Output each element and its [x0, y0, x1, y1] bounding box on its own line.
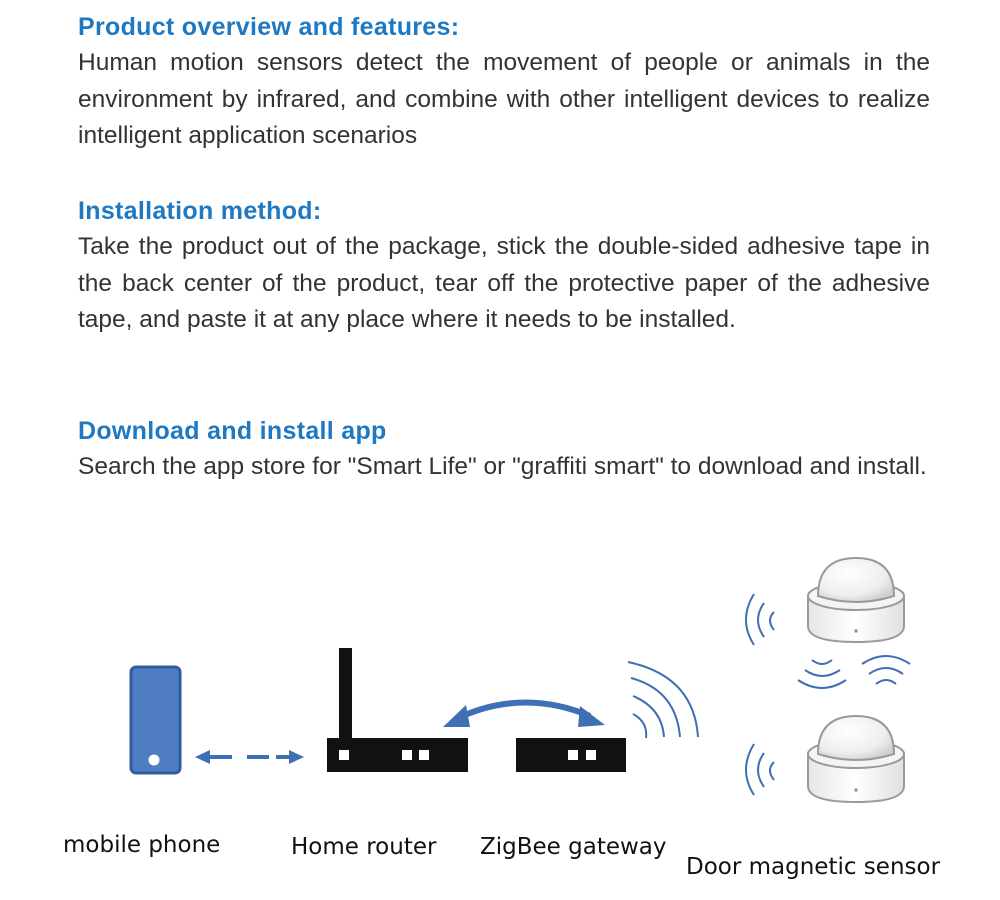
heading-product-overview: Product overview and features: [78, 13, 460, 41]
paragraph-product-overview: Human motion sensors detect the movement of people or animals in the environment by infrared, and combine with other intelligent devices to realize intelligent application scenarios [78, 49, 930, 149]
sensor-icon [808, 716, 904, 802]
wifi-signal-icon [798, 660, 846, 688]
label-door-magnetic-sensor: Door magnetic sensor [686, 854, 941, 880]
paragraph-download-app: Search the app store for "Smart Life" or "graffiti smart" to download and install. [78, 453, 927, 480]
curved-arrow-icon [443, 702, 605, 727]
router-icon [327, 648, 468, 772]
wifi-signal-icon [628, 662, 698, 738]
wifi-signal-icon [746, 744, 774, 795]
paragraph-installation: Take the product out of the package, stick the double-sided adhesive tape in the back center of the product, tear off the protective paper of the adhesive tape, and paste it at any place where it needs to be installed. [78, 233, 930, 333]
sensor-icon [808, 558, 904, 642]
dashed-arrow-icon [195, 750, 304, 764]
wifi-signal-icon [862, 656, 910, 684]
gateway-icon [516, 738, 626, 772]
label-zigbee-gateway: ZigBee gateway [480, 834, 667, 860]
label-home-router: Home router [291, 834, 437, 860]
heading-installation: Installation method: [78, 197, 322, 225]
wifi-signal-icon [746, 594, 774, 645]
label-mobile-phone: mobile phone [63, 832, 221, 858]
heading-download-app: Download and install app [78, 417, 387, 445]
mobile-phone-icon [131, 667, 180, 773]
